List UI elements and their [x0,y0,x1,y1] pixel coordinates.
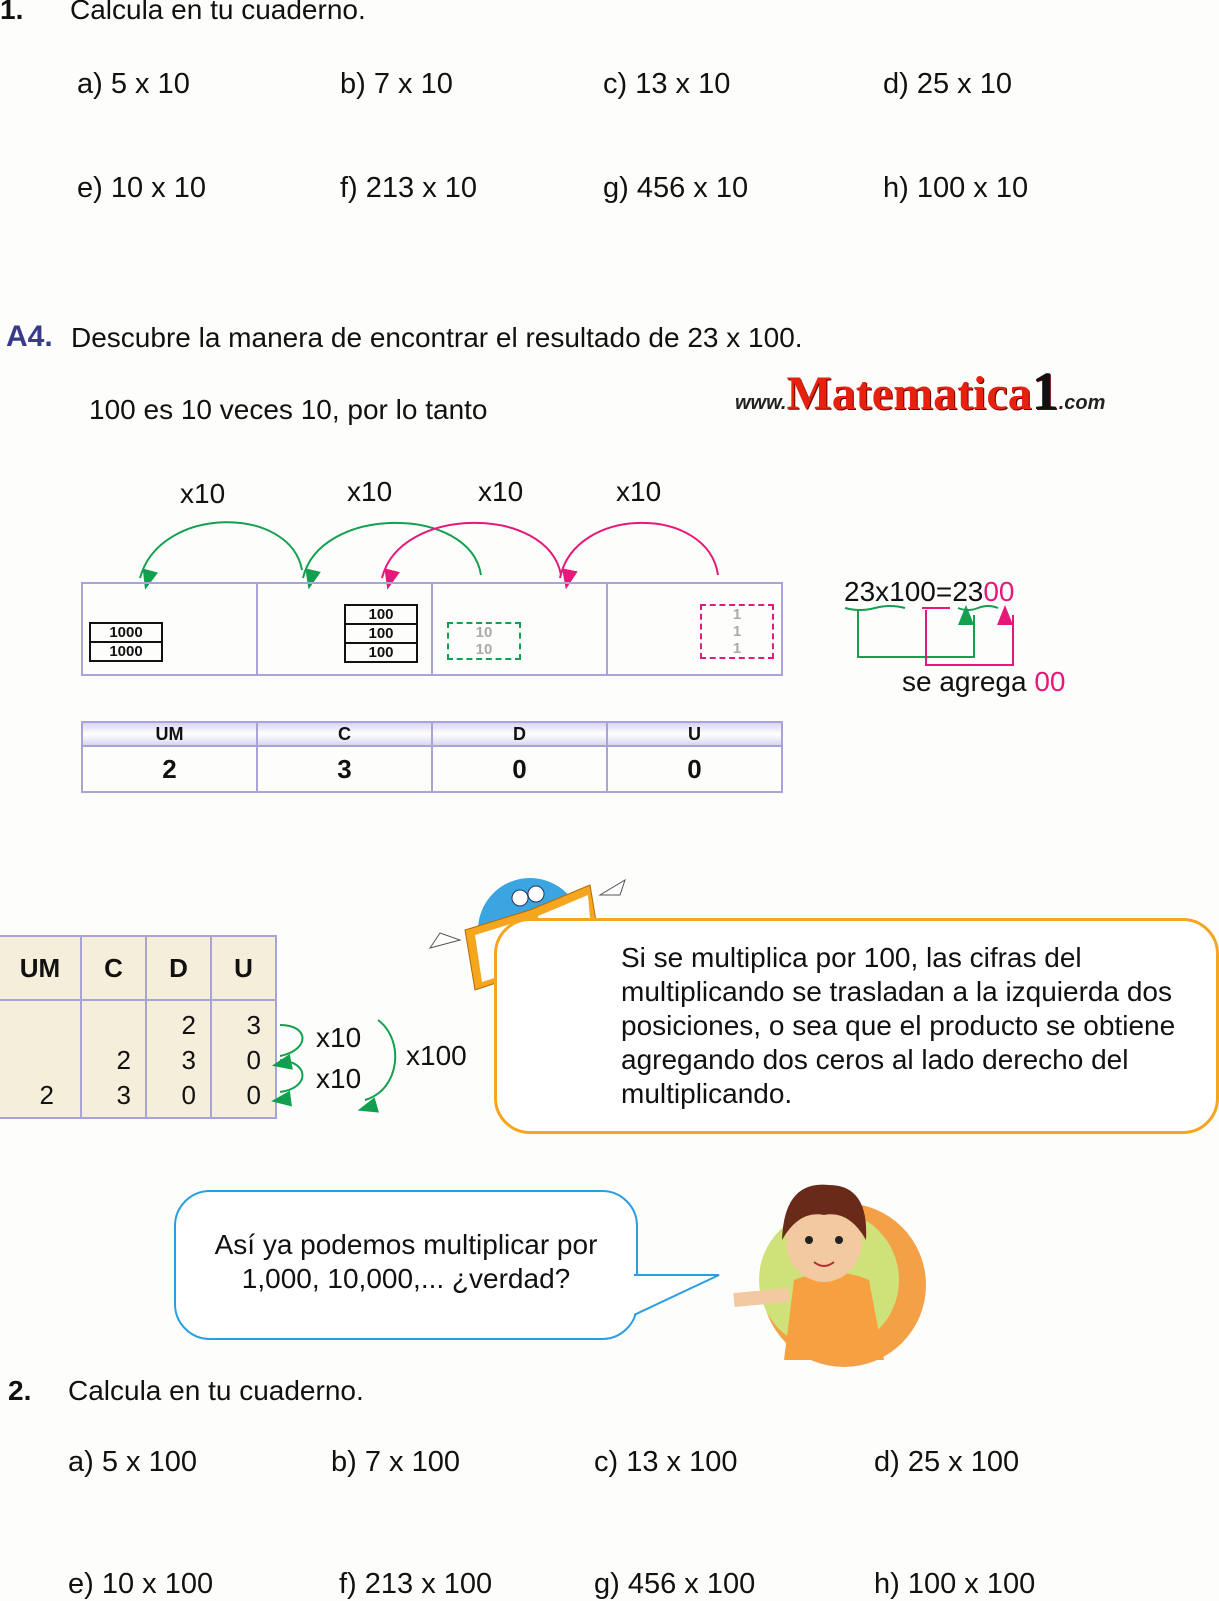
exercise-item: h) 100 x 10 [883,172,1029,204]
exercise-2-number: 2. [8,1375,32,1406]
exercise-item: e) 10 x 10 [77,172,206,204]
value-cell: 0 [432,746,607,792]
shift-label: x10 [316,1063,362,1094]
value-cell: 3 [257,746,432,792]
header-cell: U [211,936,276,1000]
arrow-label: x10 [616,476,662,507]
exercise-item: h) 100 x 100 [874,1568,1036,1600]
unit-blocks: 1 1 1 [700,604,774,659]
arrow-label: x10 [347,476,393,507]
hundred-blocks: 100 100 100 [344,604,418,663]
exercise-item: f) 213 x 10 [340,172,478,204]
header-cell: UM [82,722,257,746]
exercise-item: d) 25 x 10 [883,68,1012,100]
column-u: 3 0 0 [211,1000,276,1118]
exercise-item: e) 10 x 100 [68,1568,214,1600]
equation-note: se agrega 00 [902,666,1066,697]
header-cell: C [257,722,432,746]
exercise-item: a) 5 x 100 [68,1446,197,1478]
ten-blocks: 10 10 [447,622,521,660]
header-cell: UM [0,936,81,1000]
exercise-item: f) 213 x 100 [339,1568,493,1600]
exercise-1-instruction: Calcula en tu cuaderno. [70,0,366,25]
green-arrow [303,523,481,578]
shift-table [0,935,277,1119]
column-d: 2 3 0 [146,1000,211,1118]
thousand-blocks: 1000 1000 [89,622,163,662]
header-cell: C [81,936,146,1000]
arrow-label: x10 [180,478,226,509]
header-cell: D [432,722,607,746]
shift-label: x100 [406,1040,467,1071]
section-label: A4. [6,320,53,353]
pink-arrow [382,523,561,578]
exercise-2-instruction: Calcula en tu cuaderno. [68,1375,364,1406]
section-title: Descubre la manera de encontrar el resultado de 23 x 100. [71,322,803,353]
exercise-item: g) 456 x 100 [594,1568,756,1600]
column-um: 2 [0,1000,81,1118]
value-cell: 2 [82,746,257,792]
exercise-item: a) 5 x 10 [77,68,190,100]
exercise-item: c) 13 x 10 [603,68,731,100]
arrow-label: x10 [478,476,524,507]
exercise-1-number: 1. [0,0,24,25]
exercise-item: d) 25 x 100 [874,1446,1020,1478]
explanation-bubble [494,918,1219,1134]
place-value-table [81,721,783,793]
header-cell: U [607,722,782,746]
exercise-item: b) 7 x 100 [331,1446,460,1478]
shift-label: x10 [316,1022,362,1053]
header-cell: D [146,936,211,1000]
girl-character-illustration [634,1170,934,1370]
matematica1-logo: www.Matematica1.com [735,361,1106,421]
exercise-item: b) 7 x 10 [340,68,453,100]
equation: 23x100=2300 [844,576,1015,607]
green-bracket [858,610,974,657]
girl-speech-bubble [174,1190,638,1340]
intro-text: 100 es 10 veces 10, por lo tanto [89,394,488,425]
place-value-blocks [81,582,783,676]
exercise-item: g) 456 x 10 [603,172,749,204]
column-c: 2 3 [81,1000,146,1118]
explanation-text: Si se multiplica por 100, las cifras del multiplicando se trasladan a la izquierda dos posiciones, o sea que el producto se obtiene agregando dos ceros al lado derecho del multiplicando. [621,942,1176,1109]
pink-arrow [560,523,718,578]
girl-speech-text: Así ya podemos multiplicar por 1,000, 10,000,... ¿verdad? [214,1229,598,1294]
green-arrow [140,522,302,578]
exercise-item: c) 13 x 100 [594,1446,738,1478]
value-cell: 0 [607,746,782,792]
